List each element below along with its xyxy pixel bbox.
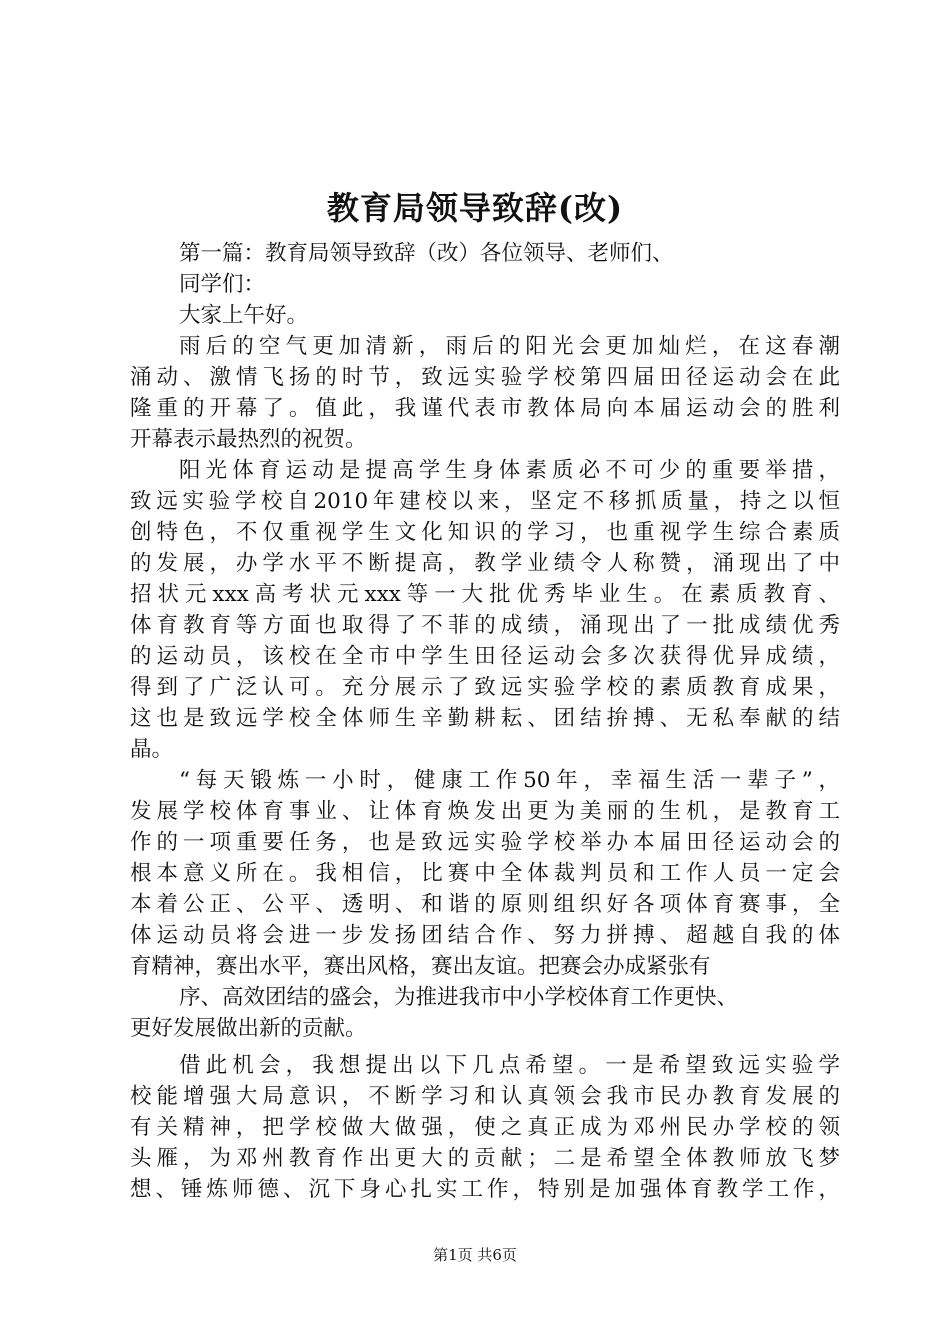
paragraph-line: 创特色，不仅重视学生文化知识的学习，也重视学生综合素质	[130, 520, 840, 545]
paragraph-line: 发展学校体育事业、让体育焕发出更为美丽的生机，是教育工	[130, 799, 840, 824]
paragraph-line: 开幕表示最热烈的祝贺。	[130, 427, 367, 452]
paragraph-line: 想、锤炼师德、沉下身心扎实工作，特别是加强体育教学工作，	[130, 1177, 840, 1202]
paragraph-line: 雨后的空气更加清新，雨后的阳光会更加灿烂，在这春潮	[179, 334, 840, 359]
paragraph-line: 序、高效团结的盛会，为推进我市中小学校体育工作更快、	[179, 985, 739, 1010]
paragraph-line: 有关精神，把学校做大做强，使之真正成为邓州民办学校的领	[130, 1115, 840, 1140]
paragraph-line: “每天锻炼一小时，健康工作50年，幸福生活一辈子”，	[179, 768, 840, 793]
document-title: 教育局领导致辞(改)	[326, 189, 624, 227]
paragraph-line: 体育教育等方面也取得了不菲的成绩，涌现出了一批成绩优秀	[130, 613, 840, 638]
paragraph-line: 的运动员，该校在全市中学生田径运动会多次获得优异成绩，	[130, 644, 840, 669]
paragraph-line: 校能增强大局意识，不断学习和认真领会我市民办教育发展的	[130, 1084, 840, 1109]
paragraph-line: 育精神，赛出水平，赛出风格，赛出友谊。把赛会办成紧张有	[130, 954, 711, 979]
paragraph-line: 体运动员将会进一步发扬团结合作、努力拼搏、超越自我的体	[130, 923, 840, 948]
paragraph-line: 根本意义所在。我相信，比赛中全体裁判员和工作人员一定会	[130, 861, 840, 886]
paragraph-line: 招状元xxx高考状元xxx等一大批优秀毕业生。在素质教育、	[130, 582, 840, 607]
paragraph-line: 这也是致远学校全体师生辛勤耕耘、团结拚搏、无私奉献的结	[130, 706, 840, 731]
document-body	[130, 238, 840, 1205]
paragraph-line: 借此机会，我想提出以下几点希望。一是希望致远实验学	[179, 1053, 840, 1078]
paragraph-line: 同学们：	[179, 272, 266, 297]
paragraph-line: 隆重的开幕了。值此，我谨代表市教体局向本届运动会的胜利	[130, 396, 840, 421]
paragraph-line: 阳光体育运动是提高学生身体素质必不可少的重要举措，	[179, 458, 840, 483]
page-footer: 第1页 共6页	[433, 1246, 517, 1264]
paragraph-line: 本着公正、公平、透明、和谐的原则组织好各项体育赛事，全	[130, 892, 840, 917]
paragraph-line: 第一篇：教育局领导致辞（改）各位领导、老师们、	[179, 241, 674, 266]
paragraph-line: 大家上午好。	[179, 303, 309, 328]
paragraph-line: 的发展，办学水平不断提高，教学业绩令人称赞，涌现出了中	[130, 551, 840, 576]
paragraph-line: 涌动、激情飞扬的时节，致远实验学校第四届田径运动会在此	[130, 365, 840, 390]
paragraph-line: 头雁，为邓州教育作出更大的贡献；二是希望全体教师放飞梦	[130, 1146, 840, 1171]
paragraph-line: 更好发展做出新的贡献。	[130, 1016, 367, 1041]
paragraph-line: 致远实验学校自2010年建校以来，坚定不移抓质量，持之以恒	[130, 489, 840, 514]
paragraph-line: 得到了广泛认可。充分展示了致远实验学校的素质教育成果，	[130, 675, 840, 700]
paragraph-line: 晶。	[130, 737, 174, 762]
paragraph-line: 作的一项重要任务，也是致远实验学校举办本届田径运动会的	[130, 830, 840, 855]
